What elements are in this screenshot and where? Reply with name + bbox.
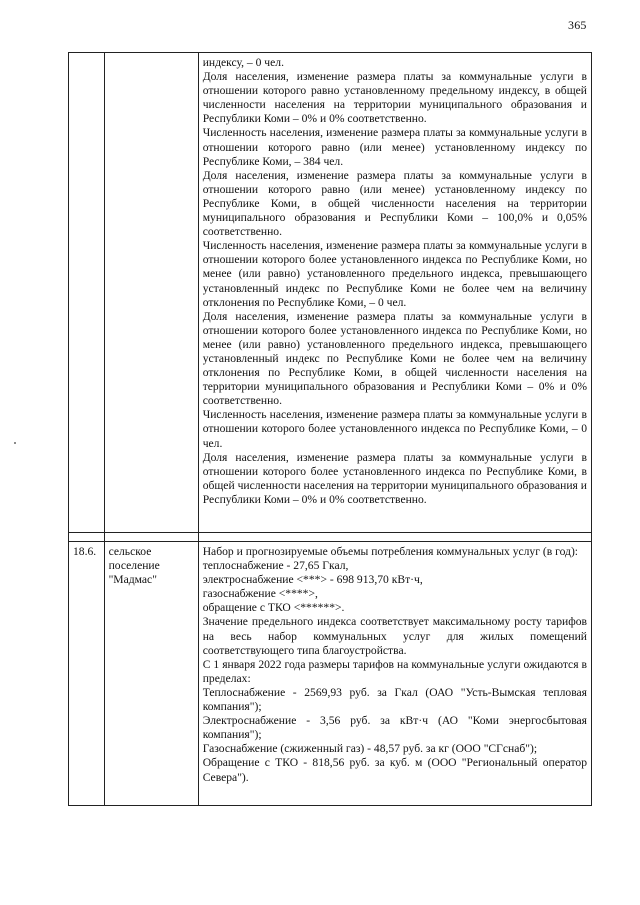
tariff-table	[68, 52, 592, 806]
paragraph: Теплоснабжение - 2569,93 руб. за Гкал (ОАО "Усть-Вымская тепловая компания");	[202, 685, 587, 714]
paragraph: Численность населения, изменение размера платы за коммунальные услуги в отношении которого равно (или менее) установленному индексу по Республике Коми, – 384 чел.	[202, 126, 587, 168]
table-spacer-row	[69, 533, 592, 542]
spacer-cell	[69, 533, 105, 542]
paragraph: Набор и прогнозируемые объемы потребления коммунальных услуг (в год):	[202, 545, 579, 558]
paragraph: электроснабжение <***> - 698 913,70 кВт·ч,	[202, 573, 423, 587]
paragraph: обращение с ТКО <******>.	[202, 601, 345, 615]
paragraph: Доля населения, изменение размера платы за коммунальные услуги в отношении которого более установленного индекса по Республике Коми, в общей численности населения на территории муниципального образования и Республики Коми – 0% и 0% соответственно.	[202, 450, 587, 506]
paragraph: теплоснабжение - 27,65 Гкал,	[202, 559, 349, 573]
spacer-cell	[198, 533, 591, 542]
paragraph: газоснабжение <****>,	[202, 587, 318, 601]
paragraph: Доля населения, изменение размера платы за коммунальные услуги в отношении которого равно (или менее) установленному индексу по Республике Коми, в общей численности населения на территории муниципального образования и Республики Коми – 100,0% и 0,05% соответственно.	[202, 168, 587, 239]
paragraph: Значение предельного индекса соответствует максимальному росту тарифов на весь набор коммунальных услуг для жилых помещений соответствующего типа благоустройства.	[202, 615, 587, 657]
page-number: 365	[568, 18, 587, 32]
description-cell	[198, 542, 591, 806]
paragraph: индексу, – 0 чел.	[202, 56, 284, 69]
table-row-continued	[69, 53, 592, 533]
paragraph: Доля населения, изменение размера платы за коммунальные услуги в отношении которого более установленного индекса по Республике Коми, но менее (или равно) установленного предельного индекса, превышающего установленный индекс по Республике Коми не более чем на величину отклонения по Республике Коми, в общей численности населения на территории муниципального образования и Республики Коми – 0% и 0% соответственно.	[202, 309, 587, 408]
paragraph: Численность населения, изменение размера платы за коммунальные услуги в отношении которого более установленного индекса по Республике Коми, – 0 чел.	[202, 408, 587, 450]
paragraph: Обращение с ТКО - 818,56 руб. за куб. м (ООО "Региональный оператор Севера").	[202, 756, 587, 784]
scan-speck	[14, 442, 16, 444]
row-number-cell: 18.6.	[69, 542, 105, 806]
row-number-cell	[69, 53, 105, 533]
description-cell	[198, 53, 591, 533]
municipality-name-cell	[104, 53, 198, 533]
spacer-cell	[104, 533, 198, 542]
paragraph: Доля населения, изменение размера платы за коммунальные услуги в отношении которого равно установленному предельному индексу, в общей численности населения на территории муниципального образования и Республики Коми – 0% и 0% соответственно.	[202, 70, 587, 126]
paragraph: Газоснабжение (сжиженный газ) - 48,57 руб. за кг (ООО "СГснаб");	[202, 742, 538, 756]
municipality-name-cell: сельское поселение "Мадмас"	[104, 542, 198, 806]
table-row-18-6	[69, 542, 592, 806]
paragraph: Численность населения, изменение размера платы за коммунальные услуги в отношении которого более установленного индекса по Республике Коми, но менее (или равно) установленного предельного индекса, превышающего установленный индекс по Республике Коми не более чем на величину отклонения по Республике Коми, – 0 чел.	[202, 239, 587, 309]
paragraph: Электроснабжение - 3,56 руб. за кВт·ч (АО "Коми энергосбытовая компания");	[202, 714, 587, 742]
paragraph: С 1 января 2022 года размеры тарифов на коммунальные услуги ожидаются в пределах:	[202, 657, 587, 685]
